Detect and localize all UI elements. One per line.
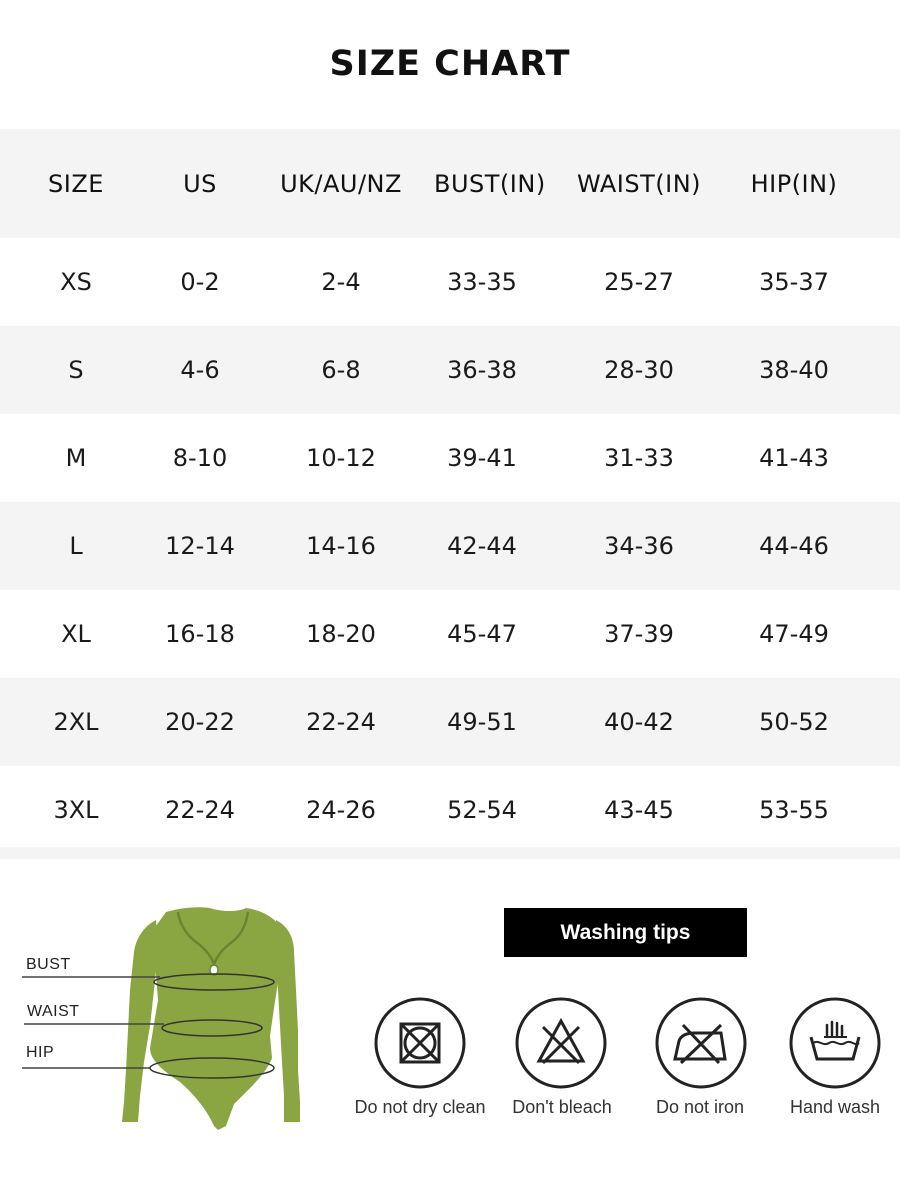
cell-size: M (65, 444, 87, 472)
cell-uk-au-nz: 22-24 (306, 708, 376, 736)
divider-strip (0, 847, 900, 859)
cell-us: 0-2 (180, 268, 220, 296)
cell-uk-au-nz: 18-20 (306, 620, 376, 648)
cell-hip: 53-55 (759, 796, 829, 824)
cell-size: XL (61, 620, 91, 648)
hand-wash-icon (789, 997, 881, 1089)
table-row (0, 502, 900, 590)
bodysuit-left-sleeve (122, 920, 158, 1122)
cell-bust: 36-38 (447, 356, 517, 384)
table-header-row (0, 129, 900, 238)
table-row (0, 326, 900, 414)
do-not-dry-clean-label: Do not dry clean (354, 1097, 486, 1117)
cell-bust: 33-35 (447, 268, 517, 296)
cell-size: XS (60, 268, 92, 296)
bust-label: BUST (26, 956, 71, 973)
hand-wash-label: Hand wash (789, 1097, 881, 1117)
cell-us: 22-24 (165, 796, 235, 824)
column-header-hip: HIP(IN) (750, 169, 838, 198)
table-row (0, 678, 900, 766)
washing-tips-banner: Washing tips (504, 908, 747, 957)
page-title: SIZE CHART (329, 44, 571, 84)
column-header-uk-au-nz: UK/AU/NZ (280, 169, 402, 198)
cell-waist: 37-39 (604, 620, 674, 648)
cell-uk-au-nz: 10-12 (306, 444, 376, 472)
table-row (0, 590, 900, 678)
do-not-dry-clean-icon (374, 997, 466, 1089)
table-body (0, 238, 900, 854)
cell-bust: 39-41 (447, 444, 517, 472)
cell-us: 20-22 (165, 708, 235, 736)
column-header-bust: BUST(IN) (434, 169, 546, 198)
column-header-waist: WAIST(IN) (576, 169, 702, 198)
cell-hip: 38-40 (759, 356, 829, 384)
cell-waist: 34-36 (604, 532, 674, 560)
cell-bust: 42-44 (447, 532, 517, 560)
cell-hip: 47-49 (759, 620, 829, 648)
size-table (0, 129, 900, 854)
cell-waist: 40-42 (604, 708, 674, 736)
cell-uk-au-nz: 24-26 (306, 796, 376, 824)
cell-us: 4-6 (180, 356, 220, 384)
table-row (0, 414, 900, 502)
cell-size: 2XL (53, 708, 99, 736)
cell-uk-au-nz: 14-16 (306, 532, 376, 560)
cell-hip: 50-52 (759, 708, 829, 736)
cell-waist: 25-27 (604, 268, 674, 296)
cell-waist: 31-33 (604, 444, 674, 472)
cell-size: L (69, 532, 83, 560)
bodysuit-body (150, 907, 282, 1130)
cell-uk-au-nz: 2-4 (321, 268, 361, 296)
cell-size: S (68, 356, 84, 384)
cell-bust: 45-47 (447, 620, 517, 648)
table-row (0, 238, 900, 326)
column-header-size: SIZE (48, 169, 104, 198)
cell-us: 16-18 (165, 620, 235, 648)
cell-size: 3XL (53, 796, 99, 824)
cell-bust: 52-54 (447, 796, 517, 824)
cell-waist: 43-45 (604, 796, 674, 824)
cell-hip: 44-46 (759, 532, 829, 560)
cell-hip: 41-43 (759, 444, 829, 472)
do-not-bleach-label: Don't bleach (512, 1097, 612, 1117)
table-row (0, 766, 900, 854)
bodysuit-right-sleeve (276, 920, 300, 1122)
do-not-bleach-icon (515, 997, 607, 1089)
hip-label: HIP (26, 1044, 55, 1061)
cell-bust: 49-51 (447, 708, 517, 736)
cell-uk-au-nz: 6-8 (321, 356, 361, 384)
cell-us: 8-10 (172, 444, 228, 472)
waist-label: WAIST (27, 1003, 80, 1020)
do-not-iron-label: Do not iron (655, 1097, 745, 1117)
column-header-us: US (183, 169, 217, 198)
do-not-iron-icon (655, 997, 747, 1089)
cell-hip: 35-37 (759, 268, 829, 296)
cell-waist: 28-30 (604, 356, 674, 384)
cell-us: 12-14 (165, 532, 235, 560)
